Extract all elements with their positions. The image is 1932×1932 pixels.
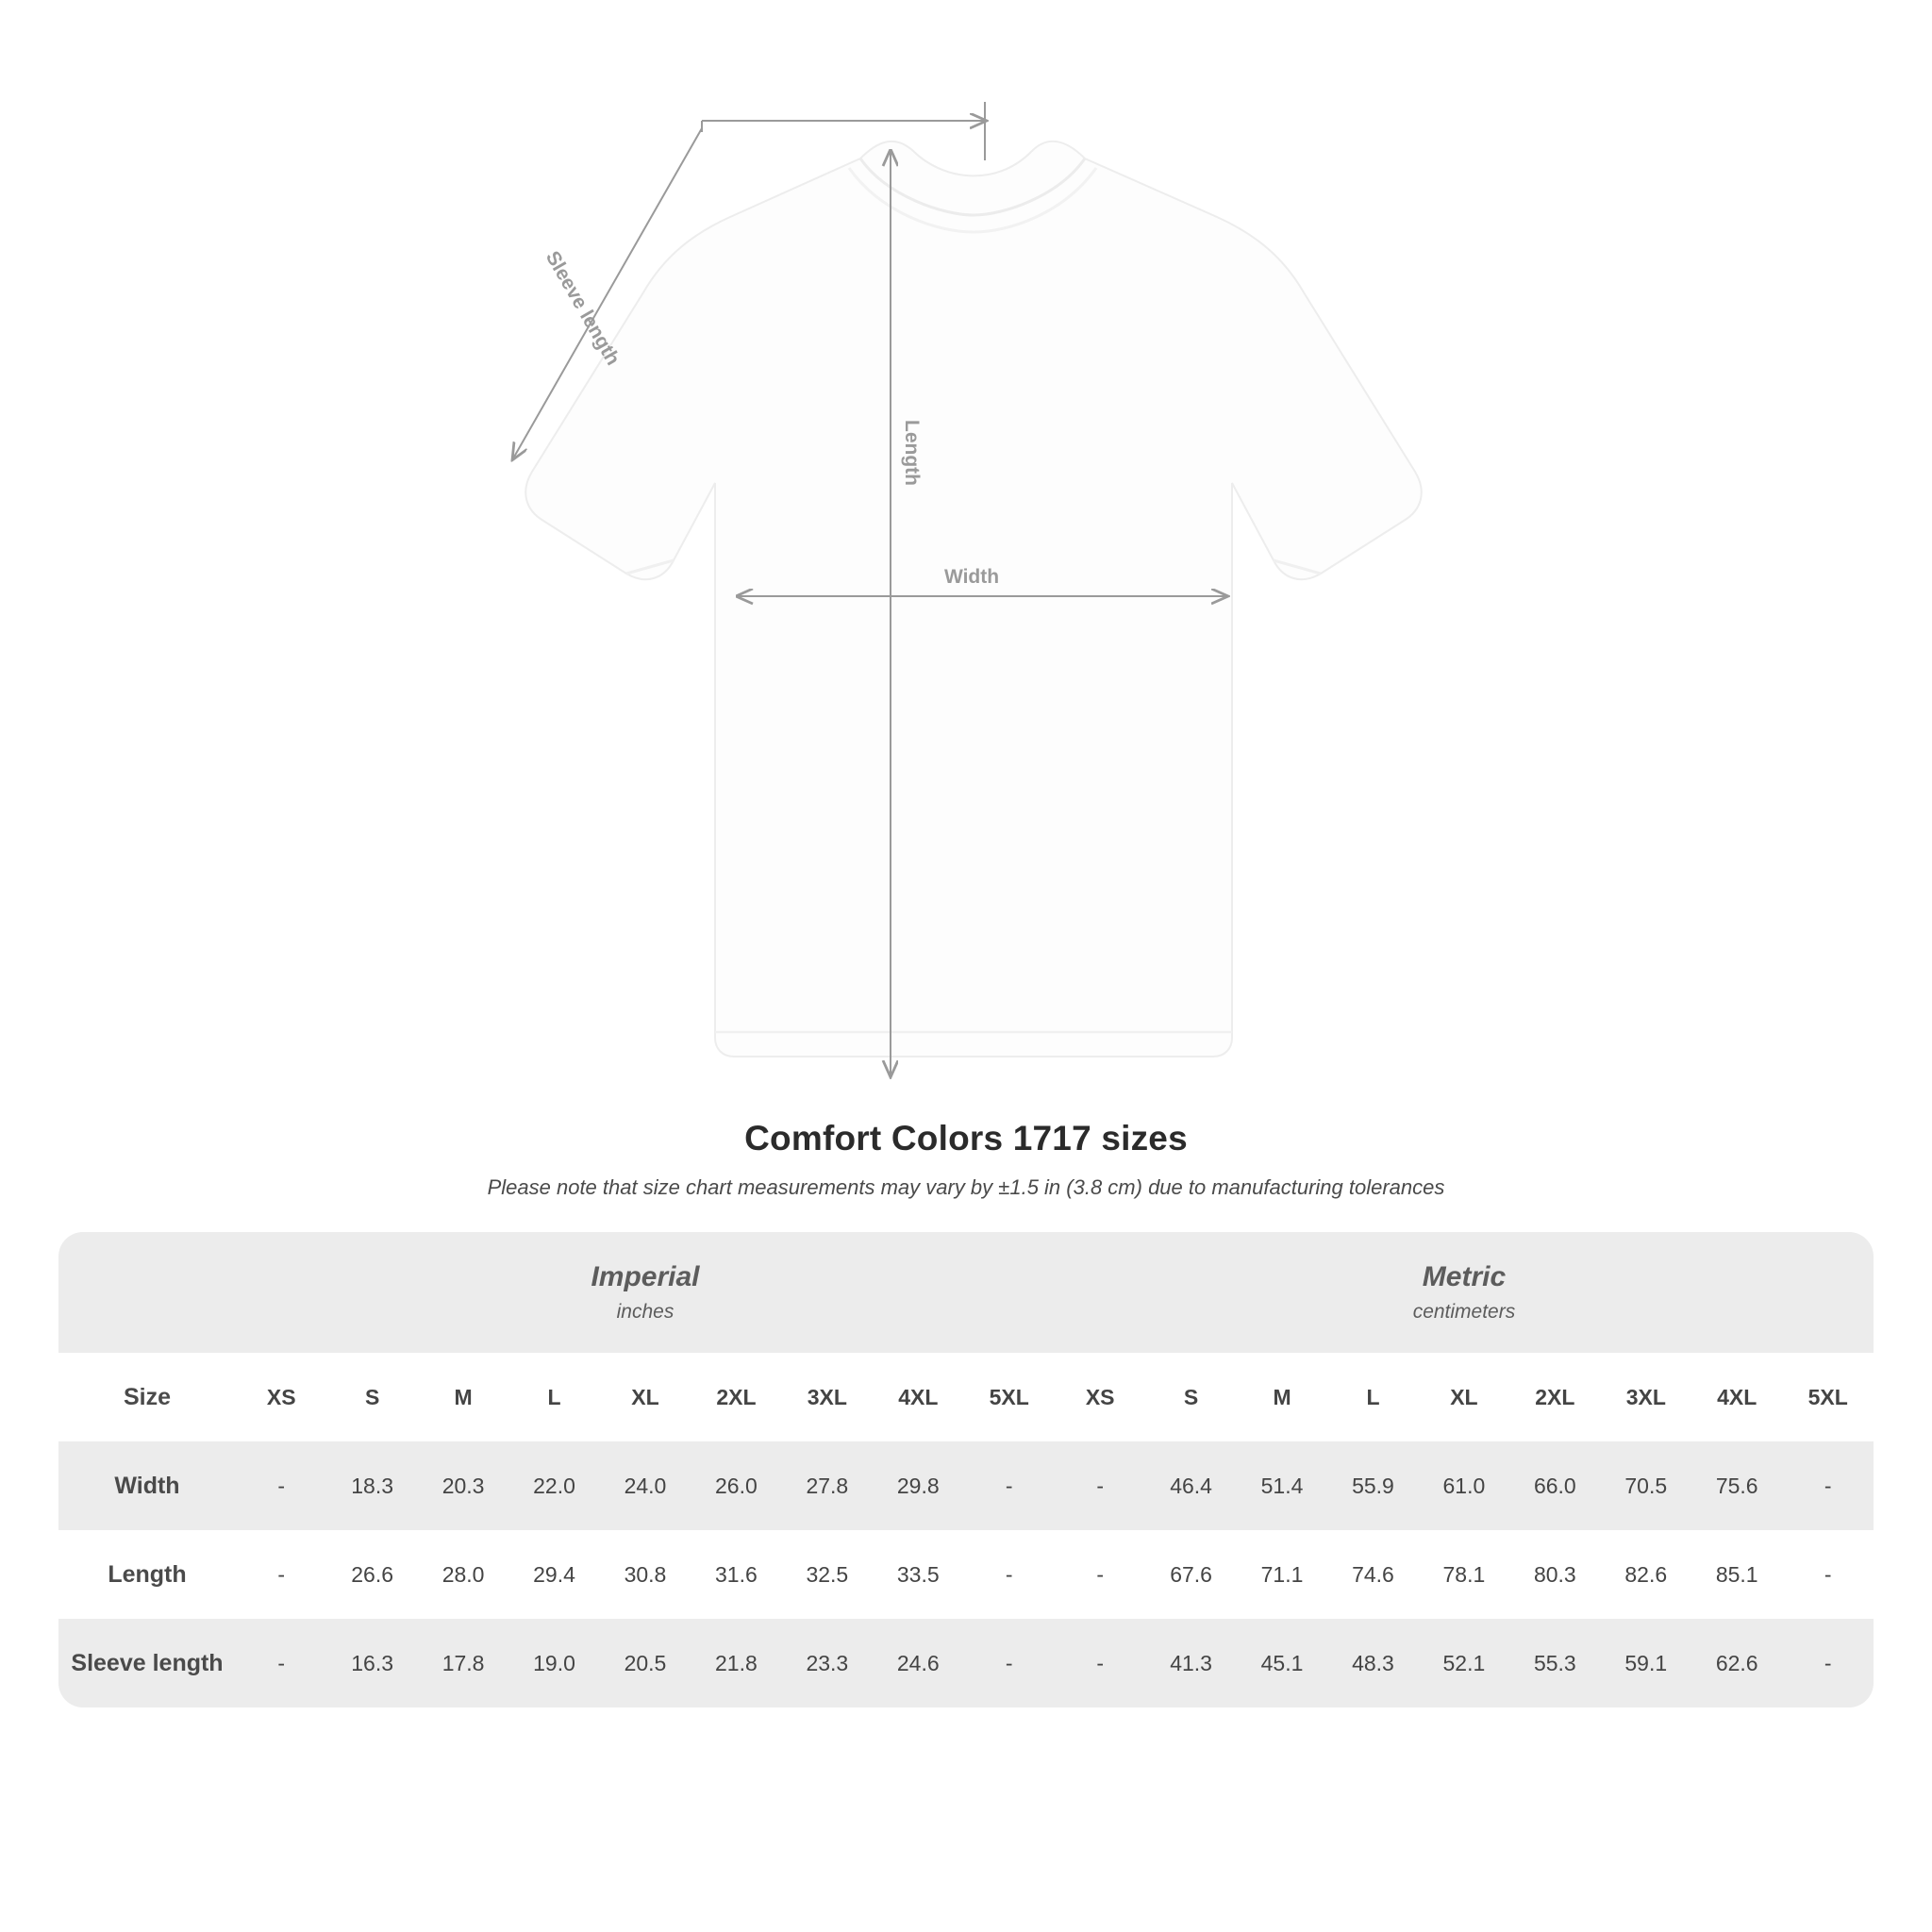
cell-sleeve-imperial-xs: - xyxy=(236,1619,326,1707)
cell-sleeve-imperial-5xl: - xyxy=(964,1619,1055,1707)
cell-width-metric-3xl: 70.5 xyxy=(1601,1441,1691,1530)
size-header-imperial-3xl: 3XL xyxy=(782,1353,873,1441)
cell-width-imperial-l: 22.0 xyxy=(508,1441,599,1530)
cell-length-imperial-4xl: 33.5 xyxy=(873,1530,963,1619)
cell-sleeve-imperial-s: 16.3 xyxy=(326,1619,417,1707)
row-label-sleeve-length: Sleeve length xyxy=(58,1619,236,1707)
cell-length-metric-s: 67.6 xyxy=(1145,1530,1236,1619)
unit-header-row xyxy=(58,1232,1874,1353)
page-title: Comfort Colors 1717 sizes xyxy=(744,1119,1188,1158)
tshirt-shape xyxy=(525,142,1422,1057)
cell-length-metric-2xl: 80.3 xyxy=(1509,1530,1600,1619)
size-header-metric-xl: XL xyxy=(1419,1353,1509,1441)
cell-length-imperial-m: 28.0 xyxy=(418,1530,508,1619)
title-block xyxy=(0,1119,1932,1200)
table-row xyxy=(58,1619,1874,1707)
cell-sleeve-metric-xl: 52.1 xyxy=(1419,1619,1509,1707)
cell-length-metric-xl: 78.1 xyxy=(1419,1530,1509,1619)
cell-width-metric-l: 55.9 xyxy=(1327,1441,1418,1530)
table-row xyxy=(58,1530,1874,1619)
cell-width-metric-m: 51.4 xyxy=(1237,1441,1327,1530)
tolerance-note: Please note that size chart measurements may vary by ±1.5 in (3.8 cm) due to manufacturing tolerances xyxy=(487,1175,1445,1199)
cell-sleeve-metric-m: 45.1 xyxy=(1237,1619,1327,1707)
cell-width-metric-xl: 61.0 xyxy=(1419,1441,1509,1530)
size-header-metric-xs: XS xyxy=(1055,1353,1145,1441)
size-header-metric-s: S xyxy=(1145,1353,1236,1441)
cell-sleeve-imperial-2xl: 21.8 xyxy=(691,1619,781,1707)
cell-length-imperial-l: 29.4 xyxy=(508,1530,599,1619)
cell-width-imperial-3xl: 27.8 xyxy=(782,1441,873,1530)
row-label-width: Width xyxy=(58,1441,236,1530)
cell-sleeve-metric-s: 41.3 xyxy=(1145,1619,1236,1707)
cell-width-metric-s: 46.4 xyxy=(1145,1441,1236,1530)
unit-name-imperial: Imperial xyxy=(591,1261,700,1292)
cell-length-metric-xs: - xyxy=(1055,1530,1145,1619)
size-header-metric-4xl: 4XL xyxy=(1691,1353,1782,1441)
unit-group-metric xyxy=(1055,1232,1874,1353)
sleeve-length-label: Sleeve length xyxy=(541,247,625,370)
cell-sleeve-metric-xs: - xyxy=(1055,1619,1145,1707)
cell-sleeve-metric-2xl: 55.3 xyxy=(1509,1619,1600,1707)
cell-length-imperial-xs: - xyxy=(236,1530,326,1619)
size-table-wrapper xyxy=(58,1232,1874,1707)
size-header-imperial-4xl: 4XL xyxy=(873,1353,963,1441)
size-header-row xyxy=(58,1353,1874,1441)
cell-length-metric-5xl: - xyxy=(1782,1530,1874,1619)
unit-name-metric: Metric xyxy=(1422,1261,1507,1292)
cell-sleeve-metric-l: 48.3 xyxy=(1327,1619,1418,1707)
cell-width-imperial-xl: 24.0 xyxy=(600,1441,691,1530)
size-header-imperial-2xl: 2XL xyxy=(691,1353,781,1441)
width-label: Width xyxy=(943,566,1000,588)
size-header-imperial-xl: XL xyxy=(600,1353,691,1441)
cell-length-metric-l: 74.6 xyxy=(1327,1530,1418,1619)
cell-sleeve-metric-5xl: - xyxy=(1782,1619,1874,1707)
table-row xyxy=(58,1441,1874,1530)
cell-sleeve-metric-3xl: 59.1 xyxy=(1601,1619,1691,1707)
size-header-metric-m: M xyxy=(1237,1353,1327,1441)
cell-width-metric-4xl: 75.6 xyxy=(1691,1441,1782,1530)
size-header-imperial-s: S xyxy=(326,1353,417,1441)
cell-length-imperial-xl: 30.8 xyxy=(600,1530,691,1619)
cell-length-imperial-5xl: - xyxy=(964,1530,1055,1619)
size-header-metric-l: L xyxy=(1327,1353,1418,1441)
cell-length-metric-m: 71.1 xyxy=(1237,1530,1327,1619)
table-corner-cell xyxy=(58,1232,236,1353)
size-header-metric-2xl: 2XL xyxy=(1509,1353,1600,1441)
cell-width-metric-5xl: - xyxy=(1782,1441,1874,1530)
size-header-imperial-l: L xyxy=(508,1353,599,1441)
size-header-imperial-5xl: 5XL xyxy=(964,1353,1055,1441)
unit-sub-metric: centimeters xyxy=(1412,1301,1516,1323)
size-header-metric-5xl: 5XL xyxy=(1782,1353,1874,1441)
cell-sleeve-imperial-l: 19.0 xyxy=(508,1619,599,1707)
row-label-length: Length xyxy=(58,1530,236,1619)
size-column-label: Size xyxy=(58,1353,236,1441)
cell-width-imperial-4xl: 29.8 xyxy=(873,1441,963,1530)
cell-width-metric-2xl: 66.0 xyxy=(1509,1441,1600,1530)
cell-length-imperial-2xl: 31.6 xyxy=(691,1530,781,1619)
cell-sleeve-imperial-4xl: 24.6 xyxy=(873,1619,963,1707)
cell-sleeve-imperial-m: 17.8 xyxy=(418,1619,508,1707)
unit-group-imperial xyxy=(236,1232,1055,1353)
cell-width-imperial-2xl: 26.0 xyxy=(691,1441,781,1530)
cell-sleeve-metric-4xl: 62.6 xyxy=(1691,1619,1782,1707)
size-header-metric-3xl: 3XL xyxy=(1601,1353,1691,1441)
cell-length-metric-3xl: 82.6 xyxy=(1601,1530,1691,1619)
cell-width-imperial-xs: - xyxy=(236,1441,326,1530)
cell-sleeve-imperial-xl: 20.5 xyxy=(600,1619,691,1707)
size-table xyxy=(58,1232,1874,1707)
cell-width-imperial-s: 18.3 xyxy=(326,1441,417,1530)
cell-width-imperial-5xl: - xyxy=(964,1441,1055,1530)
size-header-imperial-m: M xyxy=(418,1353,508,1441)
unit-sub-imperial: inches xyxy=(616,1301,675,1323)
size-header-imperial-xs: XS xyxy=(236,1353,326,1441)
cell-width-metric-xs: - xyxy=(1055,1441,1145,1530)
cell-width-imperial-m: 20.3 xyxy=(418,1441,508,1530)
cell-length-metric-4xl: 85.1 xyxy=(1691,1530,1782,1619)
length-label: Length xyxy=(901,420,923,486)
cell-length-imperial-3xl: 32.5 xyxy=(782,1530,873,1619)
cell-sleeve-imperial-3xl: 23.3 xyxy=(782,1619,873,1707)
cell-length-imperial-s: 26.6 xyxy=(326,1530,417,1619)
